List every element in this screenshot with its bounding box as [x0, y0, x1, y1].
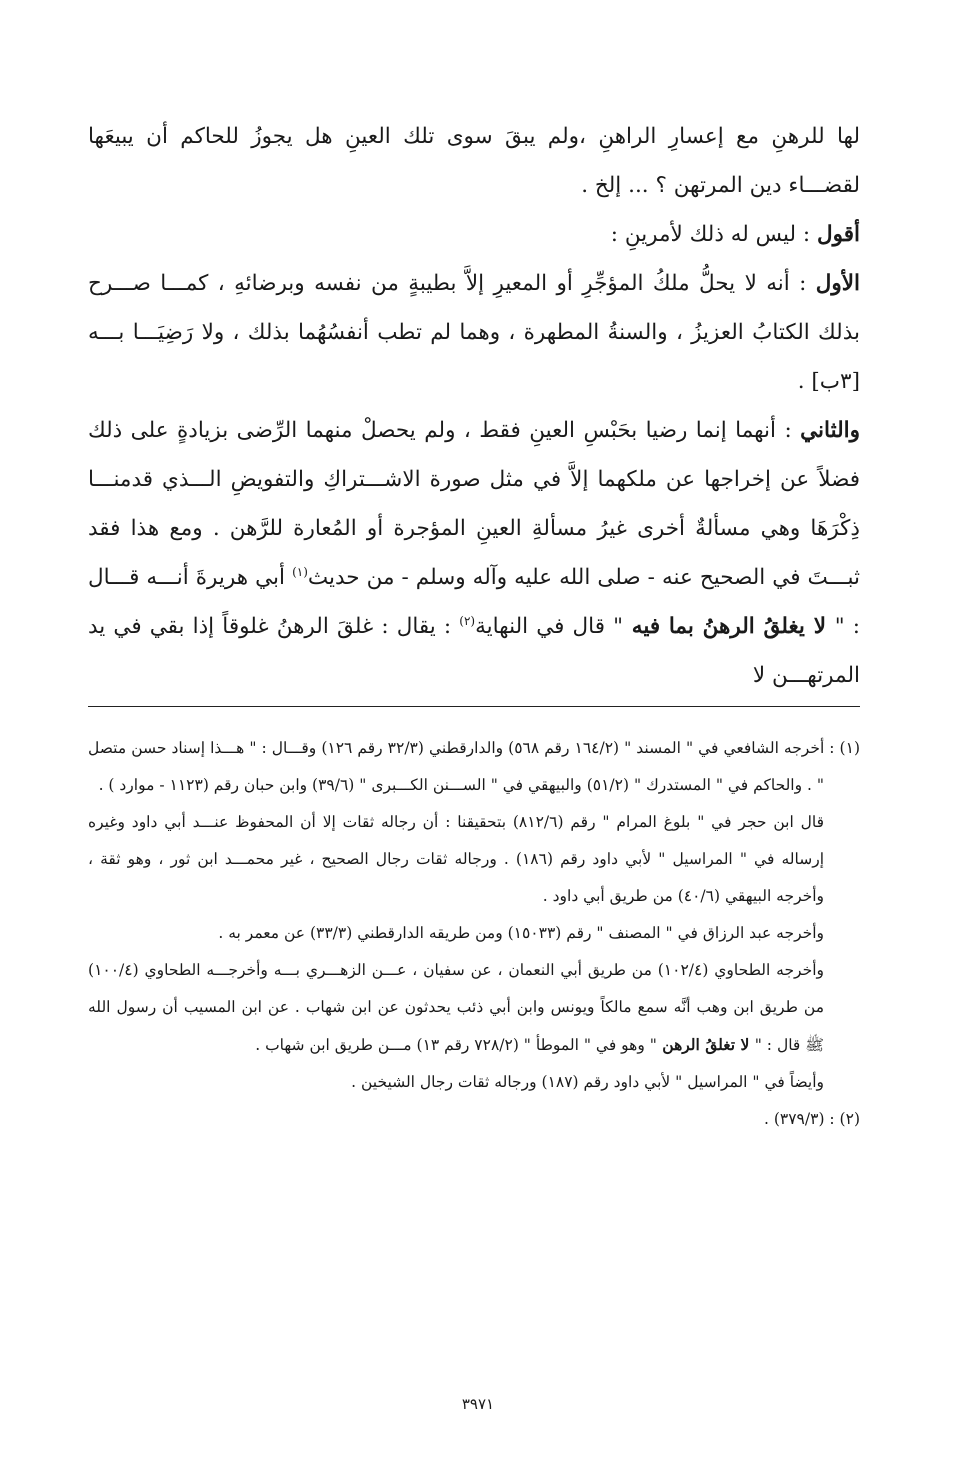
- footnote-ref-1: (١): [292, 564, 308, 579]
- footnote-1-para-5: وأيضاً في " المراسيل " لأبي داود رقم (١٨٧) ورجاله ثقات رجال الشيخين .: [351, 1073, 824, 1091]
- paragraph-4: [88, 406, 860, 700]
- footnote-divider: [88, 706, 860, 707]
- footnote-2: (٢) : (٣٧٩/٣) .: [764, 1110, 860, 1128]
- paragraph-4-text-b: أبي هريرةَ أنـــه قـــال : ": [88, 565, 860, 639]
- footnote-1-para-4-bold: لا تغلقُ الرهن: [656, 1035, 755, 1054]
- paragraph-4-text-c: " قال في النهاية: [475, 614, 624, 639]
- paragraph-2: [88, 210, 860, 259]
- footnote-1-para-2: قال ابن حجر في " بلوغ المرام " رقم (٨١٢/٦) بتحقيقنا : أن رجاله ثقات إلا أن المحفوظ عنـــد أبي داود وغيره إرساله في " المراسيل " لأبي داود رقم (١٨٦) . ورجاله ثقات رجال الصحيح ، غير محمـــد ابن ثور ، وهو ثقة ، وأخرجه البيهقي (٤٠/٦) من طريق أبي داود .: [88, 813, 825, 905]
- main-text: [88, 112, 860, 700]
- footnote-1-para-4-rest: " وهو في " الموطأ " (٧٢٨/٢ رقم ١٣) مـــن طريق ابن شهاب .: [255, 1036, 657, 1054]
- footnote-1-para-4-text: وأخرجه الطحاوي (١٠٢/٤) من طريق أبي النعمان ، عن سفيان ، عـــن الزهـــري بـــه وأخرجـــه الطحاوي (١٠٠/٤) من طريق ابن وهب أنَّه سمع مالكاً ويونس وابن أبي ذئب يحدثون عن ابن شهاب . عن ابن المسيب أن رسول الله ﷺ قال : ": [88, 961, 824, 1054]
- term-second: والثاني: [800, 418, 860, 443]
- paragraph-1: [88, 112, 860, 210]
- term-first: الأول: [815, 271, 860, 296]
- paragraph-4-text-a: : أنهما إنما رضيا بحَبْسِ العينِ فقط ، ولم يحصلْ منهما الرِّضى بزيادةٍ على ذلك فضلاً عن إخراجها عن ملكهما إلاَّ في مثل صورة الاشـــتراكِ والتفويضِ الـــذي قدمنـــا ذِكْرَهَا وهي مسألةٌ أخرى غيرُ مسألةِ العينِ المؤجرة أو المُعارة للرَّهن . ومع هذا فقد ثبـــتَ في الصحيح عنه - صلى الله عليه وآله وسلم - من حديث: [88, 418, 860, 590]
- paragraph-2-text: : ليس له ذلك لأمرينِ :: [610, 222, 818, 247]
- paragraph-1-text: لها للرهنِ مع إعسارِ الراهنِ ،ولم يبقَ سوى تلك العينِ هل يجوزُ للحاكم أن يبيعَها لقضـــاء دين المرتهن ؟ ... إلخ .: [88, 124, 860, 198]
- term-aqool: أقول: [817, 222, 860, 247]
- paragraph-3-text: : أنه لا يحلُّ ملكُ المؤجِّرِ أو المعيرِ إلاَّ بطيبةٍ من نفسه وبرضائهِ ، كمـــا صـــرح بذلك الكتابُ العزيزُ ، والسنةُ المطهرة ، وهما لم تطب أنفسُهُما بذلك ، ولا رَضِيَـــا بـــه [٣ب] .: [88, 271, 860, 394]
- footnote-1-para-4: [88, 952, 860, 1064]
- paragraph-3: [88, 259, 860, 406]
- footnote-1-para-3: وأخرجه عبد الرزاق في " المصنف " رقم (١٥٠٣٣) ومن طريقه الدارقطني (٣٣/٣) عن معمر به .: [218, 924, 824, 942]
- paragraph-4-text-d: : يقال : غلقَ الرهنُ غلوقاً إذا بقي في يد المرتهـــن لا: [88, 614, 860, 688]
- page-number: ٣٩٧١: [461, 1395, 495, 1413]
- footnotes: [88, 730, 860, 1138]
- footnote-1: (١) : أخرجه الشافعي في " المسند " (١٦٤/٢ رقم ٥٦٨) والدارقطني (٣٢/٣ رقم ١٢٦) وقـــال : " هـــذا إسناد حسن متصل " . والحاكم في " المستدرك " (٥١/٢) والبيهقي في " الســـنن الكـــبرى " (٣٩/٦) وابن حبان رقم (١١٢٣ - موارد ) .: [88, 739, 860, 794]
- footnote-ref-2: (٢): [459, 613, 476, 628]
- hadith-quote: لا يغلقُ الرهنُ بما فيه: [623, 614, 835, 639]
